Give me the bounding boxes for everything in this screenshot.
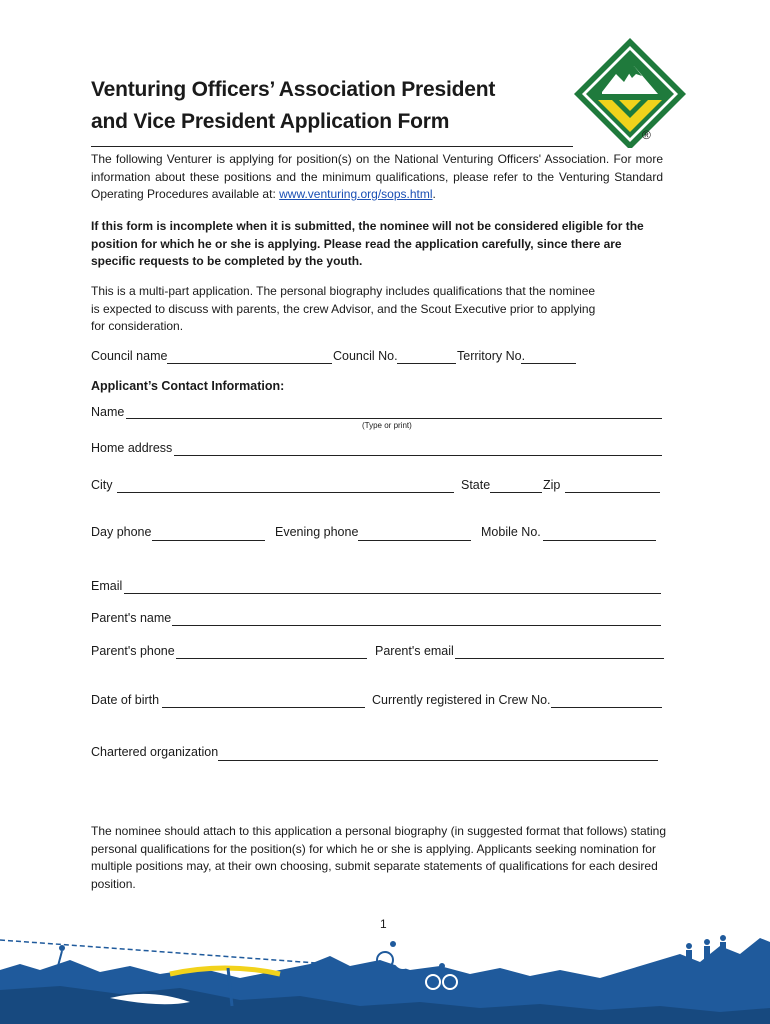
parents-phone-label: Parent's phone <box>91 644 175 658</box>
crew-no-label: Currently registered in Crew No. <box>372 693 551 707</box>
state-field[interactable] <box>490 492 542 493</box>
email-field[interactable] <box>124 593 661 594</box>
council-name-label: Council name <box>91 349 168 363</box>
incomplete-warning: If this form is incomplete when it is submitted, the nominee will not be considered eligible for the position for which he or she is applying. Please read the application carefully, since there are specific requests to be completed by the youth. <box>91 219 644 268</box>
multipart-line-3: for consideration. <box>91 319 184 333</box>
title-line-1: Venturing Officers’ Association President <box>91 78 496 101</box>
council-no-label: Council No. <box>333 349 398 363</box>
state-label: State <box>461 478 491 492</box>
contact-heading: Applicant’s Contact Information: <box>91 379 285 393</box>
evening-phone-field[interactable] <box>358 540 471 541</box>
registered-mark: ® <box>642 128 651 142</box>
title-line-2: and Vice President Application Form <box>91 110 450 133</box>
zip-field[interactable] <box>565 492 660 493</box>
parents-phone-field[interactable] <box>176 658 367 659</box>
multipart-line-2: is expected to discuss with parents, the crew Advisor, and the Scout Executive prior to applying <box>91 301 596 316</box>
territory-no-field[interactable] <box>521 363 576 364</box>
multipart-line-1: This is a multi-part application. The personal biography includes qualifications that the nominee <box>91 284 596 298</box>
crew-no-field[interactable] <box>551 707 662 708</box>
sops-link[interactable]: www.venturing.org/sops.html <box>279 187 433 201</box>
home-address-label: Home address <box>91 441 173 455</box>
evening-phone-label: Evening phone <box>275 525 359 539</box>
intro-text: The following Venturer is applying for position(s) on the National Venturing Officers' Association. For more information about these positions and the minimum qualifications, please refer to the Venturing Standard Operating Procedures available at: <box>91 152 663 201</box>
council-name-field[interactable] <box>167 363 332 364</box>
mobile-no-field[interactable] <box>543 540 656 541</box>
date-of-birth-field[interactable] <box>162 707 365 708</box>
day-phone-field[interactable] <box>152 540 265 541</box>
intro-text-end: . <box>432 187 436 201</box>
page-number: 1 <box>380 917 387 931</box>
multipart-paragraph <box>91 283 595 336</box>
intro-paragraph <box>91 151 663 204</box>
parents-email-label: Parent's email <box>375 644 454 658</box>
closing-paragraph: The nominee should attach to this application a personal biography (in suggested format that follows) stating personal qualifications for the position(s) for which he or she is applying. Applicants seeking nomination for multiple positions may, at their own choosing, submit separate statements of qualifications for each desired position. <box>91 824 667 891</box>
zip-label: Zip <box>543 478 561 492</box>
city-field[interactable] <box>117 492 454 493</box>
chartered-org-field[interactable] <box>218 760 658 761</box>
territory-no-label: Territory No. <box>457 349 526 363</box>
city-label: City <box>91 478 113 492</box>
council-no-field[interactable] <box>397 363 456 364</box>
name-hint: (Type or print) <box>362 421 412 430</box>
parents-name-field[interactable] <box>172 625 661 626</box>
day-phone-label: Day phone <box>91 525 152 539</box>
date-of-birth-label: Date of birth <box>91 693 160 707</box>
mobile-no-label: Mobile No. <box>481 525 541 539</box>
parents-name-label: Parent's name <box>91 611 172 625</box>
name-field[interactable] <box>126 418 662 419</box>
email-label: Email <box>91 579 123 593</box>
parents-email-field[interactable] <box>455 658 664 659</box>
outdoor-activities-landscape-icon <box>0 920 770 1024</box>
chartered-org-label: Chartered organization <box>91 745 219 759</box>
page-title <box>91 74 495 138</box>
title-divider <box>91 146 573 147</box>
name-label: Name <box>91 405 125 419</box>
home-address-field[interactable] <box>174 455 662 456</box>
venturing-logo-icon <box>572 36 688 148</box>
